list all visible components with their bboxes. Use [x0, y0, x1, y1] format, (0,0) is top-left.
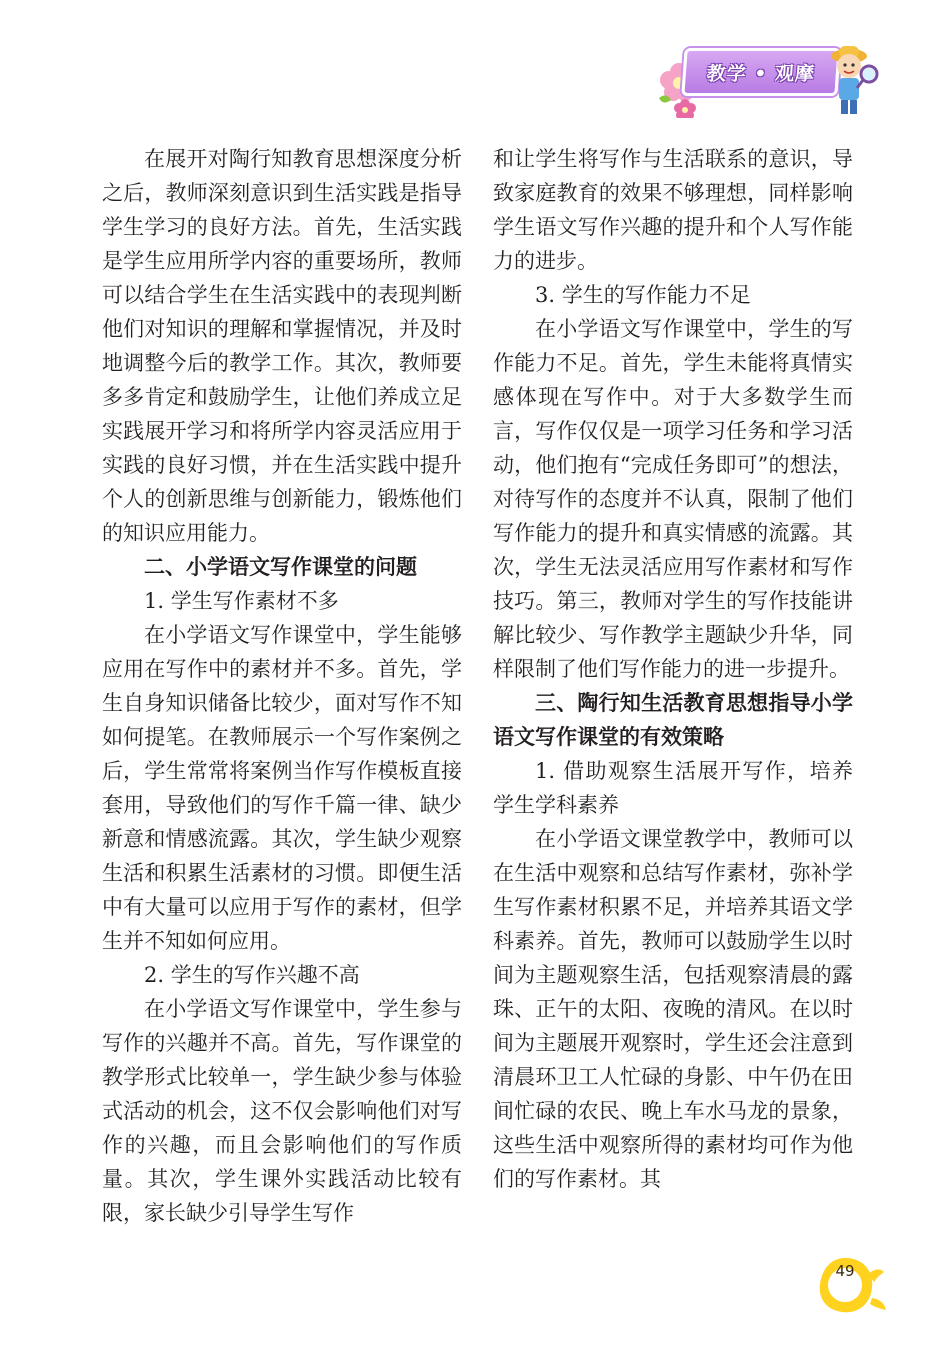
subheading-writing-material: 1. 学生写作素材不多 — [144, 589, 339, 613]
paragraph-writing-interest: 在小学语文写作课堂中，学生参与写作的兴趣并不高。首先，写作课堂的教学形式比较单一，学生缺少参与体验式活动的机会，这不仅会影响他们对写作的兴趣，而且会影响他们的写作质量。其次，学生课外实践活动比较有限，家长缺少引导学生写作 — [102, 997, 462, 1225]
heading-section-three: 三、陶行知生活教育思想指导小学语文写作课堂的有效策略 — [493, 691, 853, 749]
page-number-badge — [812, 1252, 892, 1322]
paragraph-writing-material: 在小学语文写作课堂中，学生能够应用在写作中的素材并不多。首先，学生自身知识储备比较少，面对写作不知如何提笔。在教师展示一个写作案例之后，学生常常将案例当作写作模板直接套用，导致他们的写作千篇一律、缺少新意和情感流露。其次，学生缺少观察生活和积累生活素材的习惯。即便生活中有大量可以应用于写作的素材，但学生并不知如何应用。 — [102, 623, 462, 953]
paragraph-writing-ability: 在小学语文写作课堂中，学生的写作能力不足。首先，学生未能将真情实感体现在写作中。对于大多数学生而言，写作仅仅是一项学习任务和学习活动，他们抱有“完成任务即可”的想法，对待写作的态度并不认真，限制了他们写作能力的提升和真实情感的流露。其次，学生无法灵活应用写作素材和写作技巧。第三，教师对学生的写作技能讲解比较少、写作教学主题缺少升华，同样限制了他们写作能力的进一步提升。 — [493, 317, 853, 681]
heading-section-two: 二、小学语文写作课堂的问题 — [144, 555, 417, 579]
child-explorer-icon — [823, 40, 883, 120]
left-column — [102, 142, 462, 1230]
subheading-observe-life: 1. 借助观察生活展开写作，培养学生学科素养 — [493, 759, 853, 817]
paragraph-life-practice: 在展开对陶行知教育思想深度分析之后，教师深刻意识到生活实践是指导学生学习的良好方法。首先，生活实践是学生应用所学内容的重要场所，教师可以结合学生在生活实践中的表现判断他们对知识的理解和掌握情况，并及时地调整今后的教学工作。其次，教师要多多肯定和鼓励学生，让他们养成立足实践展开学习和将所学内容灵活应用于实践的良好习惯，并在生活实践中提升个人的创新思维与创新能力，锻炼他们的知识应用能力。 — [102, 147, 462, 545]
subheading-writing-interest: 2. 学生的写作兴趣不高 — [144, 963, 360, 987]
right-column — [493, 142, 853, 1196]
subheading-writing-ability: 3. 学生的写作能力不足 — [535, 283, 751, 307]
paragraph-writing-interest-continued: 和让学生将写作与生活联系的意识，导致家庭教育的效果不够理想，同样影响学生语文写作兴趣的提升和个人写作能力的进步。 — [493, 147, 853, 273]
section-badge-label: 教学 • 观摩 — [705, 62, 816, 85]
paragraph-observe-life: 在小学语文课堂教学中，教师可以在生活中观察和总结写作素材，弥补学生写作素材积累不足，并培养其语文学科素养。首先，教师可以鼓励学生以时间为主题观察生活，包括观察清晨的露珠、正午的太阳、夜晚的清风。在以时间为主题展开观察时，学生还会注意到清晨环卫工人忙碌的身影、中午仍在田间忙碌的农民、晚上车水马龙的景象，这些生活中观察所得的素材均可作为他们的写作素材。其 — [493, 827, 853, 1191]
header-decoration — [655, 40, 885, 120]
page-number: 49 — [835, 1262, 855, 1280]
section-badge — [681, 48, 840, 96]
